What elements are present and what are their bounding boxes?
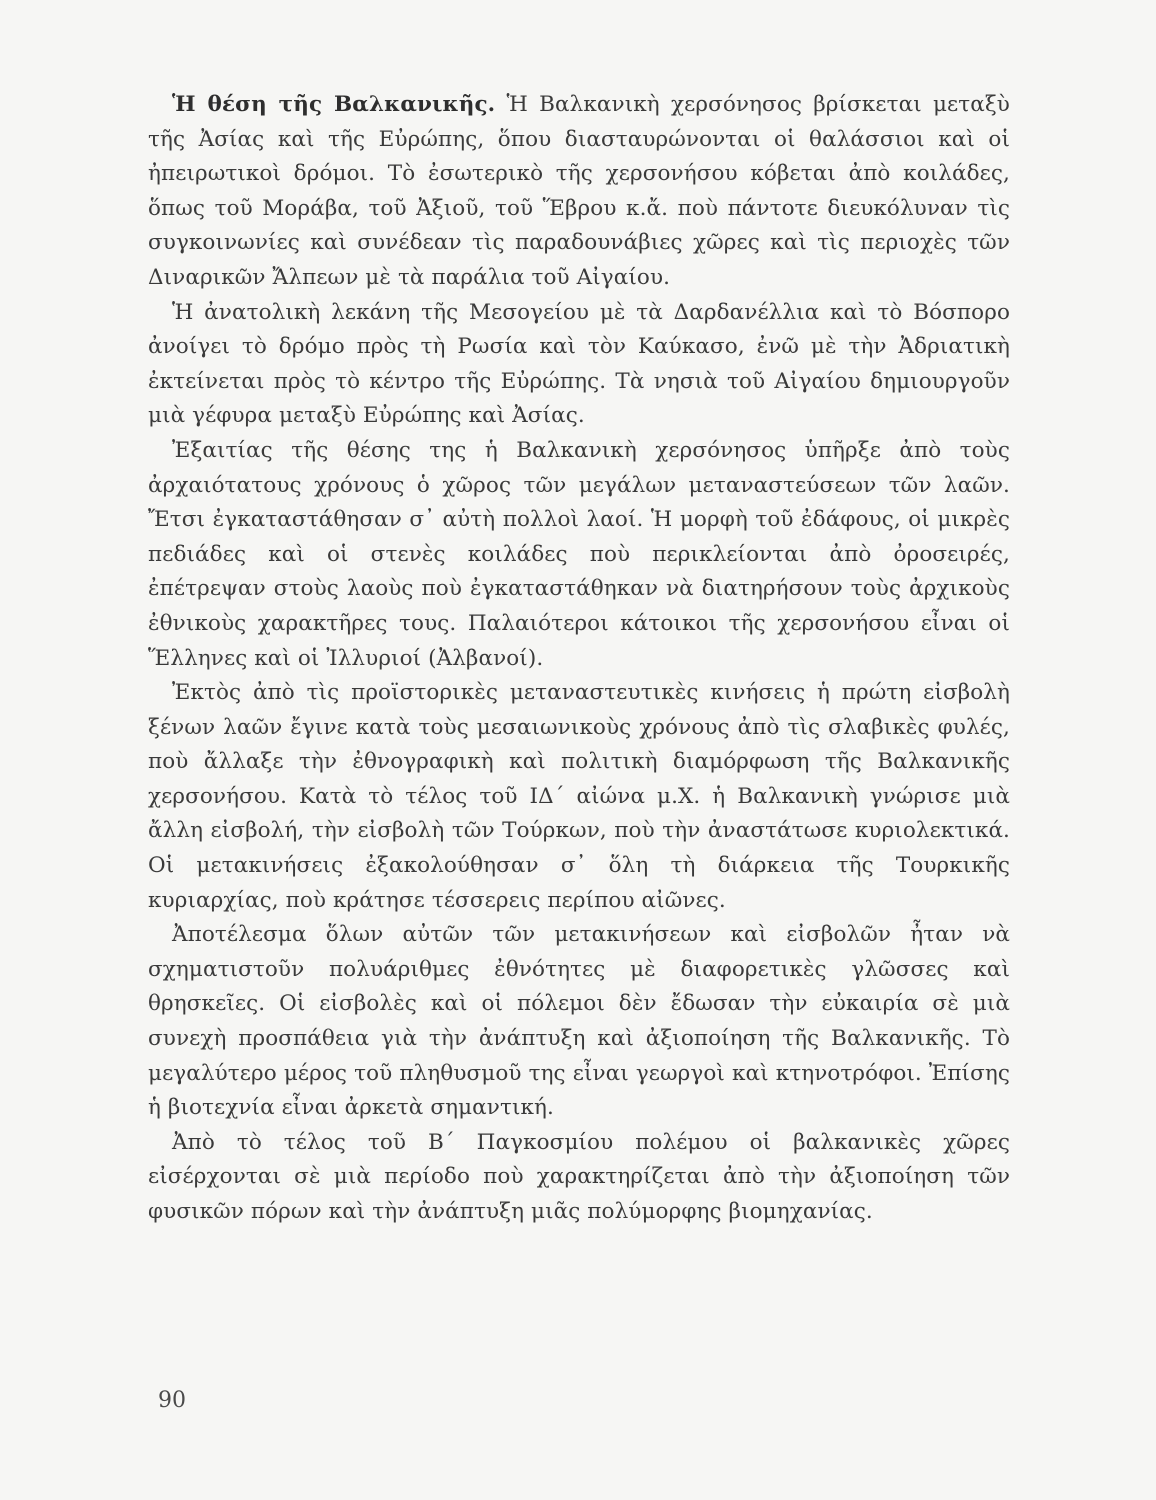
- paragraph-4: Ἐκτὸς ἀπὸ τὶς προϊστορικὲς μεταναστευτικὲς κινήσεις ἡ πρώτη εἰσβολὴ ξένων λαῶν ἔγινε κατὰ τοὺς μεσαιωνικοὺς χρόνους ἀπὸ τὶς σλαβικὲς φυλές, ποὺ ἄλλαξε τὴν ἐθνογραφικὴ καὶ πολιτικὴ διαμόρφωση τῆς Βαλκανικῆς χερσονήσου. Κατὰ τὸ τέλος τοῦ ΙΔ΄ αἰώνα μ.Χ. ἡ Βαλκανικὴ γνώρισε μιὰ ἄλλη εἰσβολή, τὴν εἰσβολὴ τῶν Τούρκων, ποὺ τὴν ἀναστάτωσε κυριολεκτικά. Οἱ μετακινήσεις ἐξακολούθησαν σ᾽ ὅλη τὴ διάρκεια τῆς Τουρκικῆς κυριαρχίας, ποὺ κράτησε τέσσερεις περίπου αἰῶνες.: [148, 680, 1010, 913]
- paragraph-1-text: Ἡ Βαλκανικὴ χερσόνησος βρίσκεται μεταξὺ τῆς Ἀσίας καὶ τῆς Εὐρώπης, ὅπου διασταυρώνονται οἱ θαλάσσιοι καὶ οἱ ἠπειρωτικοὶ δρόμοι. Τὸ ἐσωτερικὸ τῆς χερσονήσου κόβεται ἀπὸ κοιλάδες, ὅπως τοῦ Μοράβα, τοῦ Ἀξιοῦ, τοῦ Ἕβρου κ.ἄ. ποὺ πάντοτε διευκόλυναν τὶς συγκοινωνίες καὶ συνέδεαν τὶς παραδουνάβιες χῶρες καὶ τὶς περιοχὲς τῶν Διναρικῶν Ἄλπεων μὲ τὰ παράλια τοῦ Αἰγαίου.: [148, 92, 1010, 290]
- paragraph-5: Ἀποτέλεσμα ὅλων αὐτῶν τῶν μετακινήσεων καὶ εἰσβολῶν ἦταν νὰ σχηματιστοῦν πολυάριθμες ἐθνότητες μὲ διαφορετικὲς γλῶσσες καὶ θρησκεῖες. Οἱ εἰσβολὲς καὶ οἱ πόλεμοι δὲν ἔδωσαν τὴν εὐκαιρία σὲ μιὰ συνεχὴ προσπάθεια γιὰ τὴν ἀνάπτυξη καὶ ἀξιοποίηση τῆς Βαλκανικῆς. Τὸ μεγαλύτερο μέρος τοῦ πληθυσμοῦ της εἶναι γεωργοὶ καὶ κτηνοτρόφοι. Ἐπίσης ἡ βιοτεχνία εἶναι ἀρκετὰ σημαντική.: [148, 922, 1010, 1121]
- section-heading: Ἡ θέση τῆς Βαλκανικῆς.: [172, 92, 496, 117]
- page-number: 90: [158, 1388, 186, 1413]
- paragraph-6: Ἀπὸ τὸ τέλος τοῦ Β΄ Παγκοσμίου πολέμου οἱ βαλκανικὲς χῶρες εἰσέρχονται σὲ μιὰ περίοδο ποὺ χαρακτηρίζεται ἀπὸ τὴν ἀξιοποίηση τῶν φυσικῶν πόρων καὶ τὴν ἀνάπτυξη μιᾶς πολύμορφης βιομηχανίας.: [148, 1129, 1010, 1224]
- paragraph-3: Ἐξαιτίας τῆς θέσης της ἡ Βαλκανικὴ χερσόνησος ὑπῆρξε ἀπὸ τοὺς ἀρχαιότατους χρόνους ὁ χῶρος τῶν μεγάλων μεταναστεύσεων τῶν λαῶν. Ἔτσι ἐγκαταστάθησαν σ᾽ αὐτὴ πολλοὶ λαοί. Ἡ μορφὴ τοῦ ἐδάφους, οἱ μικρὲς πεδιάδες καὶ οἱ στενὲς κοιλάδες ποὺ περικλείονται ἀπὸ ὀροσειρές, ἐπέτρεψαν στοὺς λαοὺς ποὺ ἐγκαταστάθηκαν νὰ διατηρήσουν τοὺς ἀρχικοὺς ἐθνικοὺς χαρακτῆρες τους. Παλαιότεροι κάτοικοι τῆς χερσονήσου εἶναι οἱ Ἕλληνες καὶ οἱ Ἰλλυριοί (Ἀλβανοί).: [148, 437, 1010, 671]
- body-text: [148, 88, 1010, 1230]
- paragraph-2: Ἡ ἀνατολικὴ λεκάνη τῆς Μεσογείου μὲ τὰ Δαρδανέλλια καὶ τὸ Βόσπορο ἀνοίγει τὸ δρόμο πρὸς τὴ Ρωσία καὶ τὸν Καύκασο, ἐνῶ μὲ τὴν Ἀδριατικὴ ἐκτείνεται πρὸς τὸ κέντρο τῆς Εὐρώπης. Τὰ νησιὰ τοῦ Αἰγαίου δημιουργοῦν μιὰ γέφυρα μεταξὺ Εὐρώπης καὶ Ἀσίας.: [148, 299, 1010, 429]
- paragraph-1: [148, 88, 1010, 296]
